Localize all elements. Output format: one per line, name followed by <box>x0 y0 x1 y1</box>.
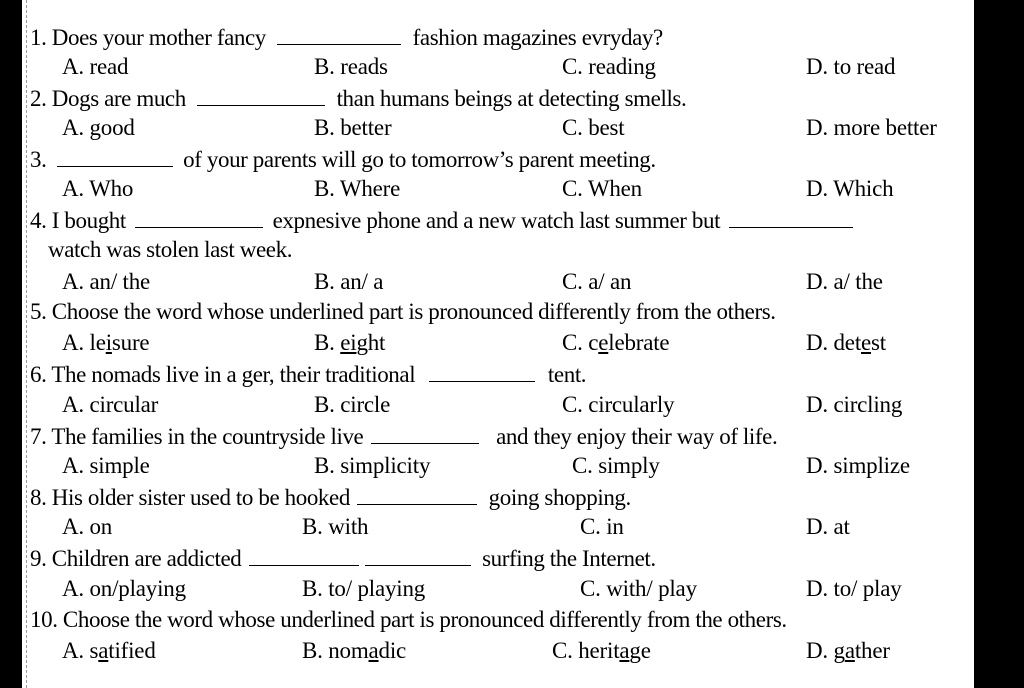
question-2-stem <box>30 83 686 114</box>
question-5-option-c: C. celebrate <box>562 330 670 355</box>
answer-blank <box>357 482 477 505</box>
question-1-option-a: A. read <box>62 54 129 79</box>
question-5-option-b: B. eight <box>314 330 386 355</box>
question-9-option-c: C. with/ play <box>580 576 697 601</box>
black-border-strip <box>974 0 1024 688</box>
answer-blank <box>57 144 173 167</box>
worksheet-page <box>22 0 974 688</box>
stem-text: 9. Children are addicted <box>30 546 242 571</box>
question-6-option-c: C. circularly <box>562 392 675 417</box>
stem-text: going shopping. <box>488 485 631 510</box>
question-7-option-a: A. simple <box>62 453 150 478</box>
question-7-option-c: C. simply <box>572 453 660 478</box>
question-9-stem <box>30 543 656 574</box>
question-4-option-a: A. an/ the <box>62 269 151 294</box>
stem-text: 3. <box>30 147 47 172</box>
question-8-option-a: A. on <box>62 514 113 539</box>
stem-text: and they enjoy their way of life. <box>496 424 778 449</box>
stem-text: surfing the Internet. <box>482 546 656 571</box>
stem-text: of your parents will go to tomorrow’s parent meeting. <box>183 147 656 172</box>
question-5-stem: 5. Choose the word whose underlined part is pronounced differently from the others. <box>30 299 776 324</box>
stem-text: 4. I bought <box>30 208 126 233</box>
question-7-stem <box>30 421 777 452</box>
question-1-option-b: B. reads <box>314 54 388 79</box>
question-6-stem <box>30 359 586 390</box>
stem-text: 1. Does your mother fancy <box>30 25 266 50</box>
question-4-option-c: C. a/ an <box>562 269 632 294</box>
answer-blank <box>135 205 263 228</box>
question-1-option-c: C. reading <box>562 54 656 79</box>
answer-blank <box>429 359 535 382</box>
question-3-option-c: C. When <box>562 176 642 201</box>
question-4-stem-continued: watch was stolen last week. <box>48 237 293 262</box>
question-9-option-b: B. to/ playing <box>302 576 426 601</box>
question-7-option-b: B. simplicity <box>314 453 431 478</box>
question-2-option-c: C. best <box>562 115 625 140</box>
stem-text: 2. Dogs are much <box>30 86 186 111</box>
stem-text: 8. His older sister used to be hooked <box>30 485 350 510</box>
question-10-option-a: A. satified <box>62 638 156 663</box>
question-4-option-b: B. an/ a <box>314 269 384 294</box>
question-2-option-d: D. more better <box>806 115 937 140</box>
answer-blank <box>729 205 853 228</box>
question-8-option-b: B. with <box>302 514 369 539</box>
question-8-option-c: C. in <box>580 514 624 539</box>
stem-text: fashion magazines evryday? <box>412 25 663 50</box>
question-4-stem <box>30 205 853 236</box>
question-2-option-a: A. good <box>62 115 135 140</box>
question-3-stem <box>30 144 656 175</box>
question-3-option-b: B. Where <box>314 176 401 201</box>
question-10-option-c: C. heritage <box>552 638 651 663</box>
question-4-option-d: D. a/ the <box>806 269 883 294</box>
question-1-stem <box>30 22 663 53</box>
stem-text: 7. The families in the countryside live <box>30 424 364 449</box>
question-5-option-d: D. detest <box>806 330 886 355</box>
stem-text: 6. The nomads live in a ger, their traditional <box>30 362 416 387</box>
question-5-option-a: A. leisure <box>62 330 150 355</box>
stem-text: tent. <box>547 362 587 387</box>
question-10-option-b: B. nomadic <box>302 638 407 663</box>
answer-blank <box>371 421 479 444</box>
question-1-option-d: D. to read <box>806 54 896 79</box>
question-10-stem: 10. Choose the word whose underlined part is pronounced differently from the others. <box>30 607 787 632</box>
question-8-option-d: D. at <box>806 514 850 539</box>
question-9-option-d: D. to/ play <box>806 576 902 601</box>
question-6-option-b: B. circle <box>314 392 391 417</box>
stem-text: expnesive phone and a new watch last summer but <box>272 208 721 233</box>
stem-text: than humans beings at detecting smells. <box>336 86 687 111</box>
question-3-option-a: A. Who <box>62 176 134 201</box>
question-2-option-b: B. better <box>314 115 392 140</box>
question-9-option-a: A. on/playing <box>62 576 186 601</box>
answer-blank <box>277 22 401 45</box>
answer-blank <box>197 83 325 106</box>
answer-blank <box>365 543 471 566</box>
question-7-option-d: D. simplize <box>806 453 910 478</box>
question-8-stem <box>30 482 631 513</box>
question-10-option-d: D. gather <box>806 638 890 663</box>
question-6-option-d: D. circling <box>806 392 903 417</box>
page-margin-rule <box>26 0 27 688</box>
question-6-option-a: A. circular <box>62 392 159 417</box>
question-3-option-d: D. Which <box>806 176 894 201</box>
answer-blank <box>249 543 359 566</box>
